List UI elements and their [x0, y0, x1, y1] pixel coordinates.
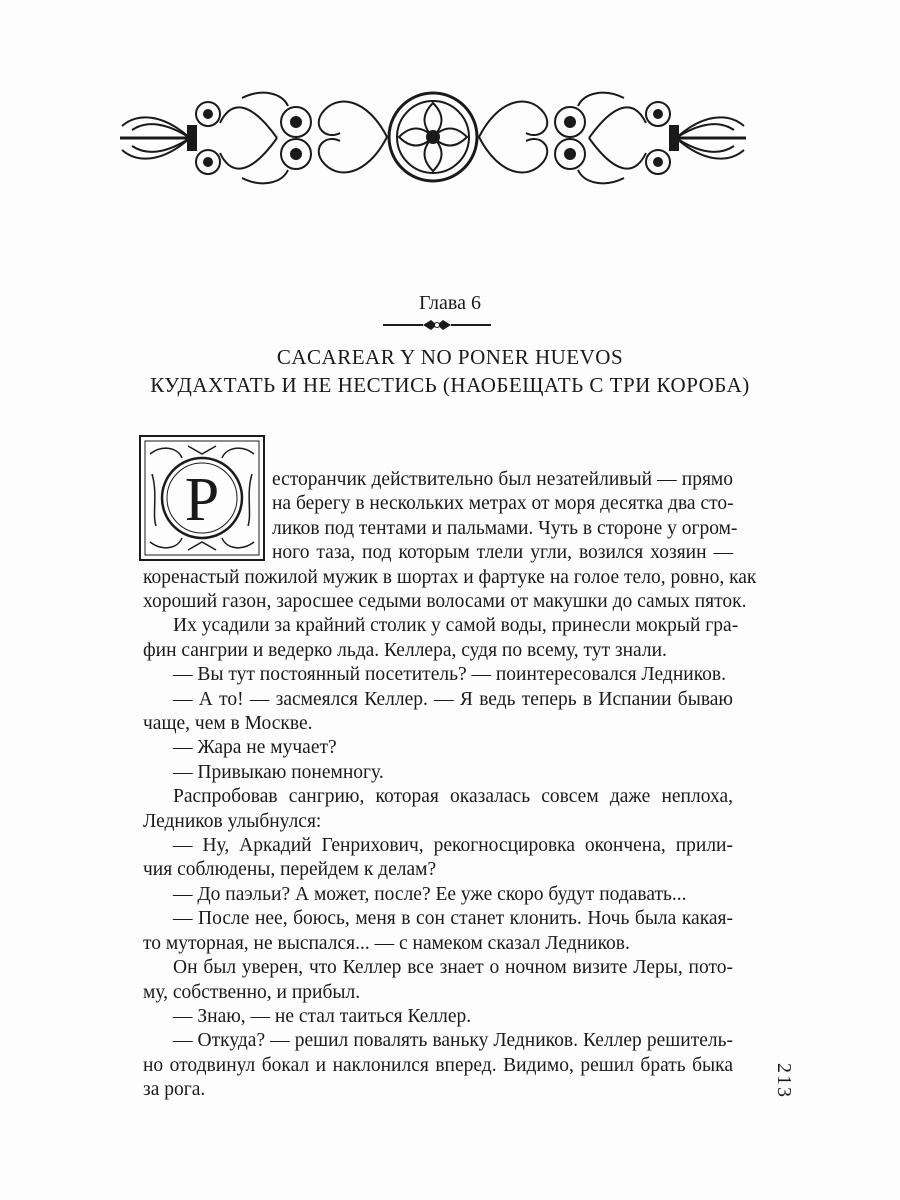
chapter-divider	[383, 318, 491, 332]
text-line: коренастый пожилой мужик в шортах и фартуке на голое тело, ровно, как	[143, 566, 757, 588]
chapter-label: Глава 6	[419, 292, 481, 314]
text-line: — До паэльи? А может, после? Ее уже скоро будут подавать...	[173, 883, 687, 905]
text-line: чия соблюдены, перейдем к делам?	[143, 859, 437, 881]
text-line: чаще, чем в Москве.	[143, 713, 313, 735]
text-line: на берегу в нескольких метрах от моря десятка два сто-	[272, 493, 734, 515]
text-line: Он был уверен, что Келлер все знает о ночном визите Леры, пото-	[173, 957, 733, 979]
text-line: фин сангрии и ведерко льда. Келлера, судя по всему, тут знали.	[143, 639, 667, 661]
body-text-main	[143, 566, 757, 1103]
dropcap-letter: Р	[184, 466, 220, 534]
text-line: — Привыкаю понемногу.	[173, 761, 384, 783]
text-line: ликов под тентами и пальмами. Чуть в стороне у огром-	[272, 517, 738, 539]
text-line: — Вы тут постоянный посетитель? — поинтересовался Ледников.	[173, 664, 727, 686]
text-line: — Ну, Аркадий Генрихович, рекогносцировка окончена, прили-	[173, 835, 733, 857]
text-line: — Знаю, — не стал таиться Келлер.	[173, 1005, 472, 1027]
text-line: хороший газон, заросшее седыми волосами от макушки до самых пяток.	[143, 591, 747, 612]
text-line: — Жара не мучает?	[173, 737, 337, 759]
text-line: но отодвинул бокал и наклонился вперед. Видимо, решил брать быка	[143, 1054, 733, 1076]
chapter-title-spanish: CACAREAR Y NO PONER HUEVOS	[276, 345, 624, 369]
text-line: Ледников улыбнулся:	[143, 810, 322, 832]
text-line: Распробовав сангрию, которая оказалась совсем даже неплоха,	[173, 786, 733, 808]
page-number	[755, 1063, 795, 1123]
page-number-text: 213	[773, 1063, 795, 1099]
text-line: — Откуда? — решил повалять ваньку Ледников. Келлер решитель-	[173, 1030, 733, 1052]
text-line: Их усадили за крайний столик у самой воды, принесли мокрый гра-	[173, 615, 739, 637]
text-line: му, собственно, и прибыл.	[143, 981, 361, 1003]
body-text	[272, 468, 738, 566]
text-line: за рога.	[143, 1079, 206, 1101]
dropcap-ornament	[138, 434, 266, 562]
text-line: — После нее, боюсь, меня в сон станет клонить. Ночь была какая-	[173, 908, 733, 930]
text-line: ного таза, под которым тлели угли, возился хозяин —	[272, 542, 733, 564]
text-line: то муторная, не выспался... — с намеком сказал Ледников.	[143, 932, 630, 954]
text-line: — А то! — засмеялся Келлер. — Я ведь теперь в Испании бываю	[173, 688, 733, 710]
header-ornament	[112, 78, 754, 196]
text-line: есторанчик действительно был незатейливый — прямо	[272, 469, 733, 490]
chapter-title-russian: КУДАХТАТЬ И НЕ НЕСТИСЬ (НАОБЕЩАТЬ С ТРИ КОРОБА)	[150, 373, 750, 397]
